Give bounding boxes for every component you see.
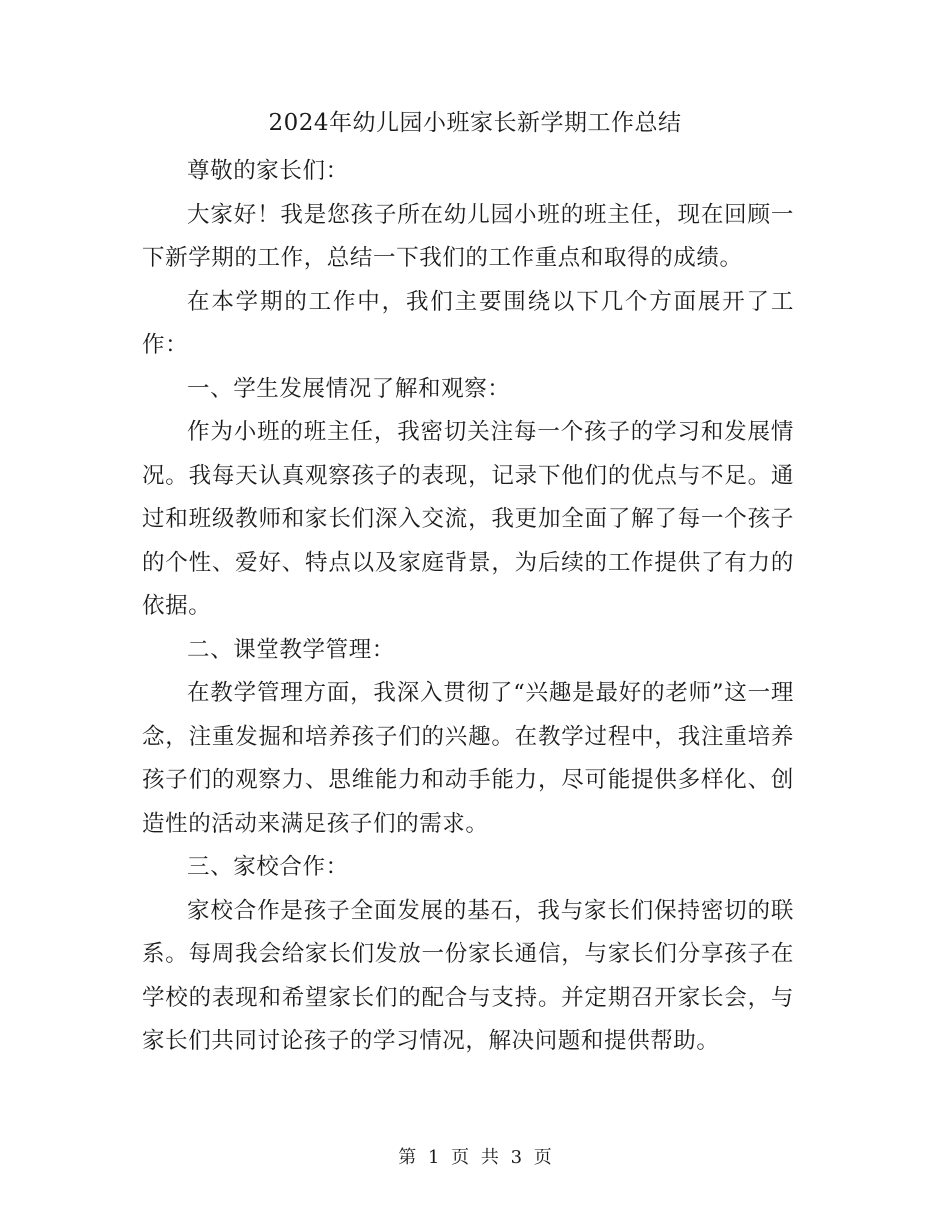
paragraph-salutation: 尊敬的家长们：: [187, 158, 349, 184]
section-heading-3: 三、家校合作：: [187, 854, 349, 880]
paragraph-intro: 在本学期的工作中，我们主要围绕以下几个方面展开了工作：: [142, 288, 794, 358]
section-heading-1: 一、学生发展情况了解和观察：: [187, 375, 511, 402]
paragraph-greeting: 大家好！我是您孩子所在幼儿园小班的班主任，现在回顾一下新学期的工作，总结一下我们的工作重点和取得的成绩。: [142, 201, 794, 271]
document-body: [142, 150, 794, 1064]
paragraph-section-1: 作为小班的班主任，我密切关注每一个孩子的学习和发展情况。我每天认真观察孩子的表现，记录下他们的优点与不足。通过和班级教师和家长们深入交流，我更加全面了解了每一个孩子的个性、爱好、特点以及家庭背景，为后续的工作提供了有力的依据。: [142, 419, 794, 619]
paragraph-section-3: 家校合作是孩子全面发展的基石，我与家长们保持密切的联系。每周我会给家长们发放一份家长通信，与家长们分享孩子在学校的表现和希望家长们的配合与支持。并定期召开家长会，与家长们共同讨论孩子的学习情况，解决问题和提供帮助。: [142, 897, 794, 1054]
page-number-footer: 第 1 页 共 3 页: [398, 1147, 552, 1168]
paragraph-section-2: 在教学管理方面，我深入贯彻了“兴趣是最好的老师”这一理念，注重发掘和培养孩子们的兴趣。在教学过程中，我注重培养孩子们的观察力、思维能力和动手能力，尽可能提供多样化、创造性的活动来满足孩子们的需求。: [142, 680, 794, 837]
document-title: 2024年幼儿园小班家长新学期工作总结: [268, 110, 682, 136]
section-heading-2: 二、课堂教学管理：: [187, 636, 395, 663]
